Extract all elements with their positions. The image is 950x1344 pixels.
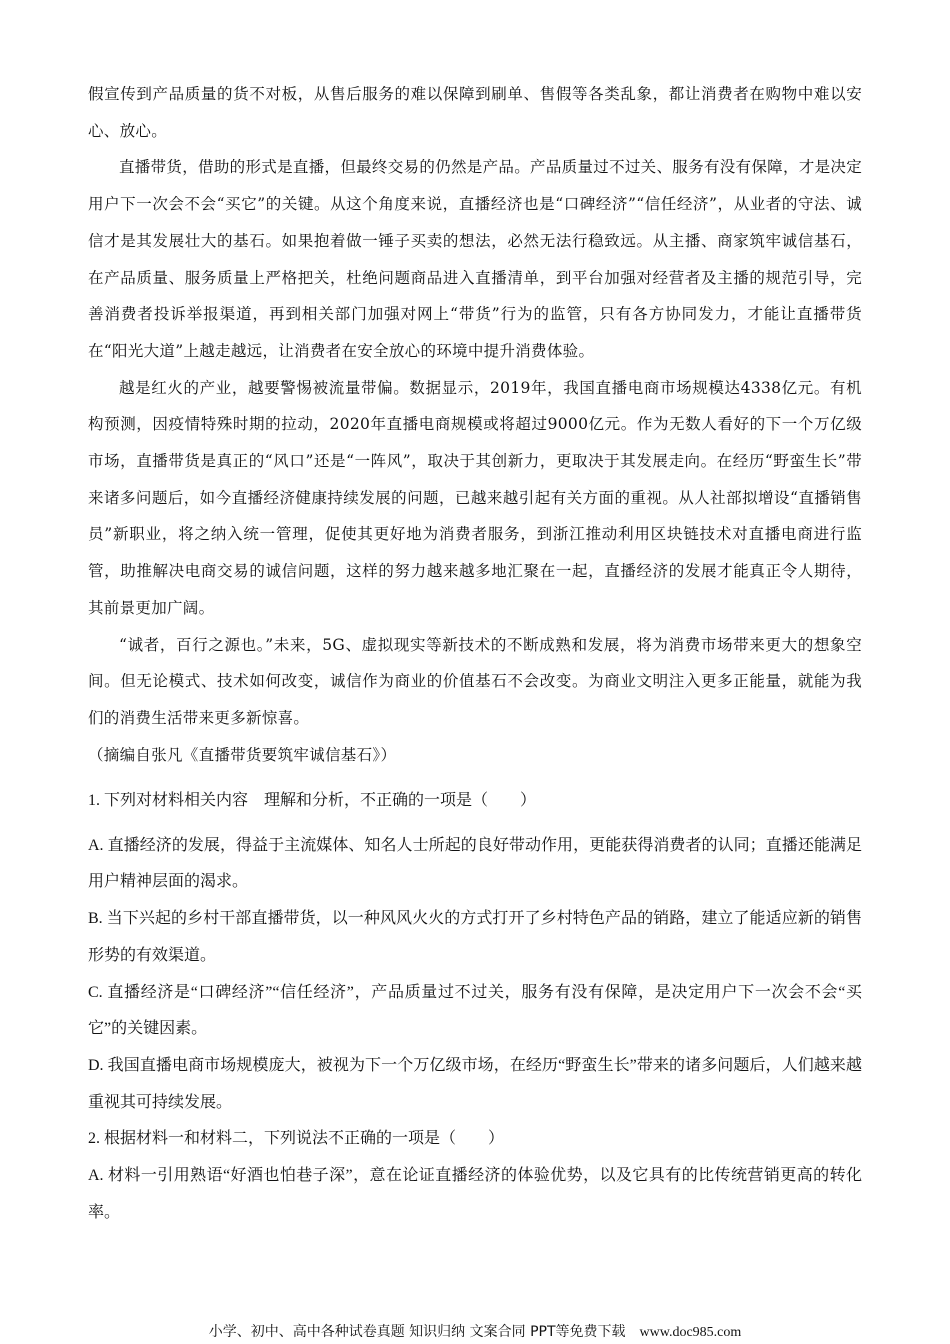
passage-paragraph: 越是红火的产业，越要警惕被流量带偏。数据显示，2019年，我国直播电商市场规模达4338亿元。有机构预测，因疫情特殊时期的拉动，2020年直播电商规模或将超过9000亿元。作为无数人看好的下一个万亿级市场，直播带货是真正的“风口”还是“一阵风”，取决于其创新力，更取决于其发展走向。在经历“野蛮生长”带来诸多问题后，如今直播经济健康持续发展的问题，已越来越引起有关方面的重视。从人社部拟增设“直播销售员”新职业，将之纳入统一管理，促使其更好地为消费者服务，到浙江推动利用区块链技术对直播电商进行监管，助推解决电商交易的诚信问题，这样的努力越来越多地汇聚在一起，直播经济的发展才能真正令人期待，其前景更加广阔。	[88, 378, 862, 617]
question-1-option-d: D. 我国直播电商市场规模庞大，被视为下一个万亿级市场，在经历“野蛮生长”带来的诸多问题后，人们越来越重视其可持续发展。	[88, 1056, 862, 1111]
passage-paragraph: “诚者，百行之源也。”未来，5G、虚拟现实等新技术的不断成熟和发展，将为消费市场带来更大的想象空间。但无论模式、技术如何改变，诚信作为商业的价值基石不会改变。为商业文明注入更多正能量，就能为我们的消费生活带来更多新惊喜。	[88, 635, 862, 727]
question-2-option-a: A. 材料一引用熟语“好酒也怕巷子深”，意在论证直播经济的体验优势，以及它具有的比传统营销更高的转化率。	[88, 1167, 862, 1221]
question-2-stem: 2. 根据材料一和材料二，下列说法不正确的一项是（ ）	[88, 1130, 505, 1148]
passage-source: （摘编自张凡《直播带货要筑牢诚信基石》）	[88, 745, 397, 764]
question-section	[88, 783, 862, 1231]
passage-paragraph: 直播带货，借助的形式是直播，但最终交易的仍然是产品。产品质量过不过关、服务有没有保障，才是决定用户下一次会不会“买它”的关键。从这个角度来说，直播经济也是“口碑经济”“信任经济”，从业者的守法、诚信才是其发展壮大的基石。如果抱着做一锤子买卖的想法，必然无法行稳致远。从主播、商家筑牢诚信基石，在产品质量、服务质量上严格把关，杜绝问题商品进入直播清单，到平台加强对经营者及主播的规范引导，完善消费者投诉举报渠道，再到相关部门加强对网上“带货”行为的监管，只有各方协同发力，才能让直播带货在“阳光大道”上越走越远，让消费者在安全放心的环境中提升消费体验。	[88, 158, 862, 360]
page-footer	[0, 1321, 950, 1341]
question-1-option-b: B. 当下兴起的乡村干部直播带货，以一种风风火火的方式打开了乡村特色产品的销路，建立了能适应新的销售形势的有效渠道。	[88, 910, 862, 964]
footer-url[interactable]: www.doc985.com	[639, 1325, 742, 1340]
footer-text: 小学、初中、高中各种试卷真题 知识归纳 文案合同 PPT等免费下载	[208, 1324, 626, 1340]
question-1-option-c: C. 直播经济是“口碑经济”“信任经济”，产品质量过不过关，服务有没有保障，是决定用户下一次会不会“买它”的关键因素。	[88, 983, 862, 1038]
reading-passage	[88, 76, 862, 773]
question-1-option-a: A. 直播经济的发展，得益于主流媒体、知名人士所起的良好带动作用，更能获得消费者的认同；直播还能满足用户精神层面的渴求。	[88, 836, 862, 891]
passage-paragraph: 假宣传到产品质量的货不对板，从售后服务的难以保障到刷单、售假等各类乱象，都让消费者在购物中难以安心、放心。	[88, 85, 862, 140]
question-1-stem: 1. 下列对材料相关内容 理解和分析，不正确的一项是（ ）	[88, 792, 537, 809]
